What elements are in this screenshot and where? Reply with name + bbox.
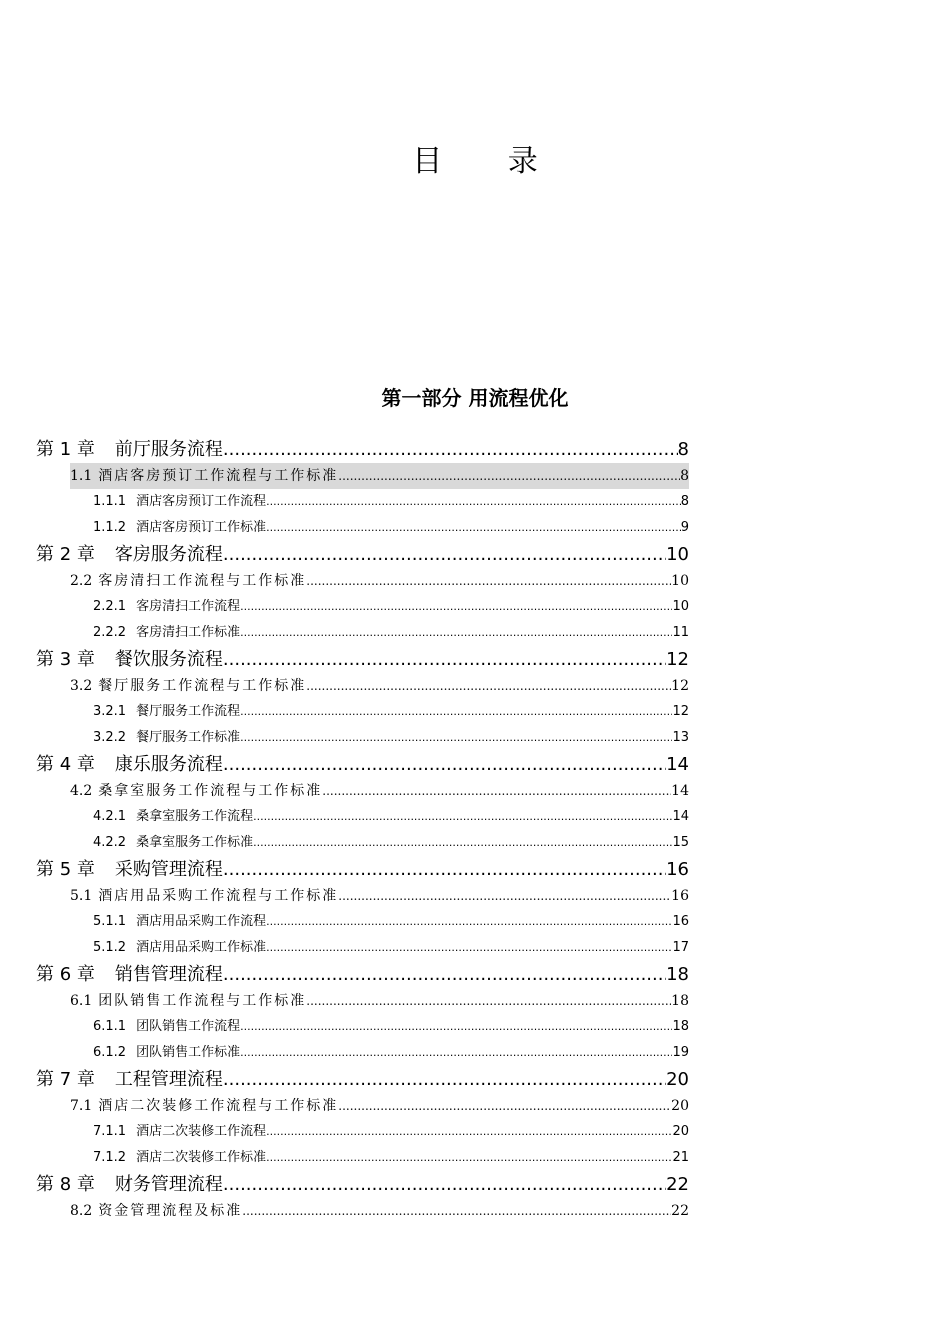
toc-entry-level-2[interactable] — [36, 988, 689, 1014]
toc-entry-number: 第 1 章 — [36, 439, 95, 460]
toc-page-number: 20 — [672, 1124, 689, 1139]
toc-entry-level-2[interactable] — [36, 1198, 689, 1224]
toc-entry-title — [36, 542, 223, 568]
toc-entry-label: 桑拿室服务工作流程 — [136, 809, 254, 824]
toc-dot-leader — [266, 1119, 672, 1145]
toc-entry-number: 第 6 章 — [36, 964, 95, 985]
toc-entry-level-1[interactable] — [36, 542, 689, 568]
toc-entry-label: 酒店二次装修工作流程与工作标准 — [98, 1098, 339, 1114]
toc-entry-title — [93, 909, 266, 935]
toc-entry-label: 团队销售工作流程与工作标准 — [98, 993, 307, 1009]
toc-entry-number: 3.2.1 — [93, 704, 127, 719]
toc-entry-number: 第 4 章 — [36, 754, 95, 775]
toc-page-number: 10 — [672, 599, 689, 614]
toc-entry-label: 工程管理流程 — [114, 1069, 223, 1090]
toc-page-number: 19 — [672, 1045, 689, 1060]
toc-entry-number: 1.1.1 — [93, 494, 127, 509]
toc-entry-level-3[interactable] — [36, 1014, 689, 1040]
toc-entry-level-2[interactable] — [36, 1093, 689, 1119]
toc-entry-number: 2.2.1 — [93, 599, 127, 614]
toc-page-number: 8 — [680, 494, 689, 509]
page-title: 目 录 — [412, 144, 566, 179]
toc-entry-level-3[interactable] — [36, 1145, 689, 1171]
toc-entry-number: 6.1.1 — [93, 1019, 127, 1034]
toc-entry-title — [93, 620, 240, 646]
toc-entry-number: 5.1.1 — [93, 914, 127, 929]
toc-page-number: 22 — [666, 1174, 689, 1195]
toc-entry-number: 第 5 章 — [36, 859, 95, 880]
toc-entry-number: 第 2 章 — [36, 544, 95, 565]
toc-page-number: 10 — [666, 544, 689, 565]
toc-page-number: 9 — [680, 520, 689, 535]
toc-entry-number: 4.2.2 — [93, 835, 127, 850]
toc-entry-title — [70, 1093, 338, 1119]
toc-entry-title — [70, 463, 338, 489]
toc-entry-label: 酒店用品采购工作流程与工作标准 — [98, 888, 339, 904]
toc-entry-level-3[interactable] — [36, 515, 689, 541]
toc-dot-leader — [240, 1040, 672, 1066]
toc-entry-level-2[interactable] — [36, 883, 689, 909]
toc-entry-number: 5.1 — [70, 888, 93, 904]
toc-entry-level-3[interactable] — [36, 725, 689, 751]
toc-dot-leader — [266, 515, 681, 541]
toc-entry-title — [36, 647, 223, 673]
toc-dot-leader — [223, 1172, 666, 1198]
toc-dot-leader — [266, 935, 672, 961]
toc-entry-title — [70, 568, 306, 594]
toc-page-number: 15 — [672, 835, 689, 850]
toc-page-number: 8 — [680, 468, 689, 484]
toc-entry-level-1[interactable] — [36, 437, 689, 463]
toc-entry-level-2[interactable] — [36, 673, 689, 699]
toc-entry-title — [93, 515, 266, 541]
toc-page-number: 13 — [672, 730, 689, 745]
toc-dot-leader — [306, 673, 671, 699]
toc-page-number: 18 — [671, 993, 689, 1009]
toc-page-number: 14 — [672, 809, 689, 824]
toc-entry-title — [93, 1040, 240, 1066]
toc-entry-number: 3.2.2 — [93, 730, 127, 745]
toc-page-number: 16 — [666, 859, 689, 880]
toc-dot-leader — [338, 1093, 671, 1119]
toc-entry-number: 第 7 章 — [36, 1069, 95, 1090]
toc-dot-leader — [223, 437, 678, 463]
toc-entry-title — [36, 962, 223, 988]
toc-page-number: 14 — [666, 754, 689, 775]
toc-page-number: 8 — [677, 439, 689, 460]
toc-entry-level-3[interactable] — [36, 804, 689, 830]
toc-entry-label: 客房清扫工作流程 — [136, 599, 241, 614]
toc-entry-title — [70, 778, 322, 804]
toc-entry-title — [93, 1014, 240, 1040]
toc-dot-leader — [266, 1145, 672, 1171]
toc-page-number: 18 — [666, 964, 689, 985]
toc-entry-level-3[interactable] — [36, 1119, 689, 1145]
toc-entry-title — [93, 594, 240, 620]
toc-entry-number: 7.1.2 — [93, 1150, 127, 1165]
toc-entry-label: 财务管理流程 — [114, 1174, 223, 1195]
toc-entry-level-1[interactable] — [36, 962, 689, 988]
toc-page-number: 14 — [671, 783, 689, 799]
toc-dot-leader — [223, 857, 666, 883]
toc-entry-label: 餐饮服务流程 — [114, 649, 223, 670]
toc-entry-label: 酒店用品采购工作流程 — [136, 914, 267, 929]
toc-entry-title — [93, 725, 240, 751]
toc-dot-leader — [338, 463, 680, 489]
toc-entry-label: 酒店客房预订工作流程与工作标准 — [98, 468, 339, 484]
toc-entry-number: 2.2.2 — [93, 625, 127, 640]
toc-dot-leader — [306, 988, 671, 1014]
toc-entry-number: 第 3 章 — [36, 649, 95, 670]
toc-page-number: 21 — [672, 1150, 689, 1165]
toc-entry-label: 酒店客房预订工作标准 — [136, 520, 267, 535]
toc-entry-title — [93, 804, 253, 830]
toc-dot-leader — [223, 542, 666, 568]
toc-page-number: 22 — [671, 1203, 689, 1219]
toc-entry-level-3[interactable] — [36, 699, 689, 725]
toc-entry-label: 桑拿室服务工作流程与工作标准 — [98, 783, 323, 799]
toc-page-number: 12 — [666, 649, 689, 670]
toc-dot-leader — [266, 909, 672, 935]
toc-dot-leader — [253, 830, 672, 856]
toc-entry-number: 第 8 章 — [36, 1174, 95, 1195]
toc-entry-label: 餐厅服务工作流程与工作标准 — [98, 678, 307, 694]
toc-page-number: 12 — [671, 678, 689, 694]
toc-entry-level-3[interactable] — [36, 909, 689, 935]
toc-entry-title — [70, 883, 338, 909]
toc-dot-leader — [223, 647, 666, 673]
toc-entry-title — [70, 673, 306, 699]
toc-entry-number: 5.1.2 — [93, 940, 127, 955]
toc-entry-level-3[interactable] — [36, 1040, 689, 1066]
toc-entry-level-2[interactable] — [70, 463, 689, 489]
toc-page-number: 10 — [671, 573, 689, 589]
toc-entry-level-2[interactable] — [36, 778, 689, 804]
toc-entry-level-1[interactable] — [36, 857, 689, 883]
toc-entry-number: 7.1 — [70, 1098, 93, 1114]
toc-entry-number: 6.1.2 — [93, 1045, 127, 1060]
toc-entry-label: 客房清扫工作流程与工作标准 — [98, 573, 307, 589]
toc-dot-leader — [338, 883, 671, 909]
toc-entry-level-1[interactable] — [36, 1172, 689, 1198]
toc-entry-label: 客房清扫工作标准 — [136, 625, 241, 640]
toc-entry-label: 团队销售工作流程 — [136, 1019, 241, 1034]
toc-entry-label: 客房服务流程 — [114, 544, 223, 565]
toc-entry-level-2[interactable] — [36, 568, 689, 594]
toc-entry-number: 7.1.1 — [93, 1124, 127, 1139]
toc-entry-title — [93, 489, 266, 515]
part-title: 第一部分 用流程优化 — [381, 386, 569, 410]
toc-entry-number: 3.2 — [70, 678, 93, 694]
toc-entry-number: 1.1.2 — [93, 520, 127, 535]
toc-entry-level-3[interactable] — [36, 830, 689, 856]
toc-entry-number: 1.1 — [70, 468, 93, 484]
toc-dot-leader — [322, 778, 671, 804]
toc-entry-label: 团队销售工作标准 — [136, 1045, 241, 1060]
toc-entry-title — [93, 830, 253, 856]
toc-entry-level-1[interactable] — [36, 1067, 689, 1093]
toc-entry-title — [36, 752, 223, 778]
toc-entry-label: 酒店二次装修工作标准 — [136, 1150, 267, 1165]
toc-dot-leader — [306, 568, 671, 594]
table-of-contents — [36, 436, 689, 1224]
toc-entry-title — [36, 1172, 223, 1198]
toc-entry-title — [93, 935, 266, 961]
toc-entry-number: 8.2 — [70, 1203, 93, 1219]
toc-entry-label: 酒店客房预订工作流程 — [136, 494, 267, 509]
toc-dot-leader — [240, 699, 672, 725]
toc-dot-leader — [266, 489, 681, 515]
toc-dot-leader — [240, 1014, 672, 1040]
toc-dot-leader — [242, 1198, 671, 1224]
toc-entry-number: 6.1 — [70, 993, 93, 1009]
toc-entry-title — [36, 857, 223, 883]
toc-page-number: 17 — [672, 940, 689, 955]
toc-entry-label: 桑拿室服务工作标准 — [136, 835, 254, 850]
toc-entry-level-1[interactable] — [36, 647, 689, 673]
toc-page-number: 20 — [671, 1098, 689, 1114]
toc-dot-leader — [223, 962, 666, 988]
toc-entry-label: 酒店二次装修工作流程 — [136, 1124, 267, 1139]
toc-entry-number: 4.2 — [70, 783, 93, 799]
toc-entry-label: 资金管理流程及标准 — [98, 1203, 243, 1219]
toc-entry-label: 餐厅服务工作流程 — [136, 704, 241, 719]
toc-page-number: 16 — [671, 888, 689, 904]
toc-dot-leader — [240, 594, 672, 620]
toc-entry-title — [93, 699, 240, 725]
toc-page-number: 11 — [672, 625, 689, 640]
toc-entry-number: 2.2 — [70, 573, 93, 589]
toc-entry-title — [70, 988, 306, 1014]
toc-entry-label: 采购管理流程 — [114, 859, 223, 880]
toc-entry-label: 康乐服务流程 — [114, 754, 223, 775]
toc-entry-level-3[interactable] — [36, 594, 689, 620]
toc-page-number: 20 — [666, 1069, 689, 1090]
toc-dot-leader — [223, 1067, 666, 1093]
toc-entry-title — [36, 1067, 223, 1093]
toc-entry-label: 前厅服务流程 — [114, 439, 223, 460]
toc-entry-level-1[interactable] — [36, 752, 689, 778]
toc-entry-label: 销售管理流程 — [114, 964, 223, 985]
toc-entry-label: 酒店用品采购工作标准 — [136, 940, 267, 955]
toc-entry-title — [70, 1198, 242, 1224]
toc-entry-title — [93, 1119, 266, 1145]
toc-page-number: 16 — [672, 914, 689, 929]
toc-dot-leader — [223, 752, 666, 778]
toc-entry-number: 4.2.1 — [93, 809, 127, 824]
toc-page-number: 18 — [672, 1019, 689, 1034]
toc-entry-title — [93, 1145, 266, 1171]
toc-entry-level-3[interactable] — [36, 620, 689, 646]
toc-entry-label: 餐厅服务工作标准 — [136, 730, 241, 745]
toc-entry-level-3[interactable] — [36, 935, 689, 961]
toc-entry-title — [36, 437, 223, 463]
toc-dot-leader — [240, 725, 672, 751]
toc-entry-level-3[interactable] — [36, 489, 689, 515]
toc-dot-leader — [240, 620, 672, 646]
toc-page-number: 12 — [672, 704, 689, 719]
toc-dot-leader — [253, 804, 672, 830]
